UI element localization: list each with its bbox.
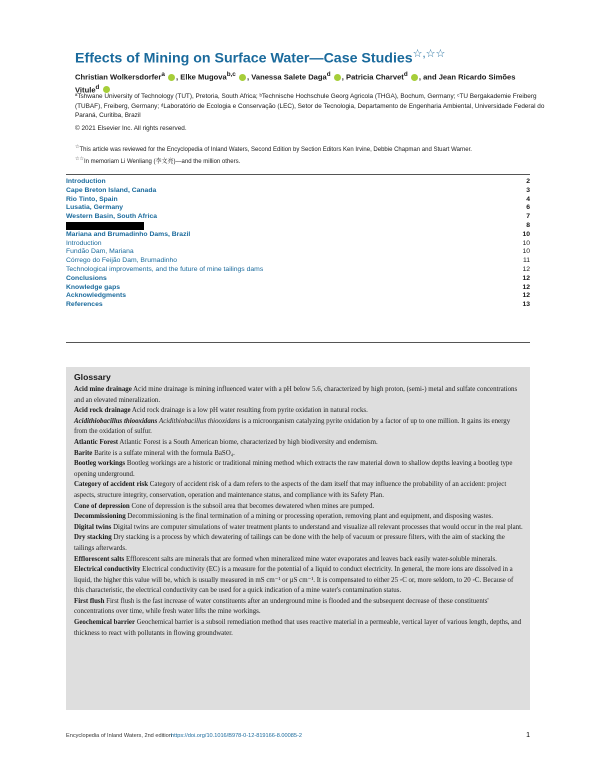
glossary-definition: Digital twins are computer simulations of water treatment plants to understand and visualize all relevant processes that would occur in the real plant. <box>113 523 523 531</box>
toc-entry-label: Technological improvements, and the future of mine tailings dams <box>66 265 264 273</box>
toc-top-rule <box>66 174 530 175</box>
toc-entry[interactable] <box>66 204 530 213</box>
note-text: In memoriam Li Wenliang (李文亮)—and the million others. <box>83 158 241 165</box>
glossary-definition: Dry stacking is a process by which dewatering of tailings can be done with the help of vacuum or pressure filters, with the aim of stacking the tailings afterwards. <box>74 534 505 552</box>
toc-entry-label: Western Basin, South Africa <box>66 213 158 221</box>
toc-entry-label: Knowledge gaps <box>66 283 121 291</box>
title-footnote-marks: ☆,☆☆ <box>412 48 446 60</box>
redaction-bar <box>66 222 144 230</box>
orcid-icon[interactable] <box>411 74 418 81</box>
glossary-definition: Barite is a sulfate mineral with the formula BaSO₄. <box>94 449 235 457</box>
glossary-term: Geochemical barrier <box>74 619 136 627</box>
note-review <box>75 143 545 155</box>
toc-entry-page: 10 <box>522 239 530 247</box>
toc-entry-label: Rio Tinto, Spain <box>66 195 118 203</box>
glossary-definition: Acid rock drainage is a low pH water resulting from pyrite oxidation in natural rocks. <box>131 407 368 415</box>
author-name: Elke Mugova <box>180 72 227 82</box>
toc-entry-label: Córrego do Feijão Dam, Brumadinho <box>66 257 178 265</box>
toc-entry[interactable] <box>66 187 530 196</box>
article-notes <box>75 143 545 166</box>
toc-entry-page: 10 <box>522 230 530 238</box>
author-name: and Jean Ricardo Simões Vitule <box>75 72 516 95</box>
toc-entry-label: Cape Breton Island, Canada <box>66 186 157 194</box>
toc-entry-page: 2 <box>526 178 530 185</box>
glossary-term: Electrical conductivity <box>74 566 141 574</box>
note-text: This article was reviewed for the Encyclopedia of Inland Waters, Second Edition by Section Editors Ken Irvine, Debbie Chapman and Stuart Warner. <box>79 147 472 153</box>
toc-entry-label: Acknowledgments <box>66 292 127 300</box>
glossary-definition: First flush is the fast increase of water constituents after an underground mine is flooded and the subsequent decrease of these constituents' concentrations over time, while fresh water lifts the mine workings. <box>74 597 489 616</box>
toc-entry-label: Mariana and Brumadinho Dams, Brazil <box>66 230 191 238</box>
footer-source: Encyclopedia of Inland Waters, 2nd edition <box>66 733 172 739</box>
glossary-definition: Electrical conductivity (EC) is a measure for the potential of a liquid to conduct electricity. In general, the more ions are dissolved in a liquid, the higher this value will be, which is usually measured in mS cm⁻¹ or µS cm⁻¹. It is compensated to either 25 ◦C or, more seldom, to 20 ◦C. Because of this characteristic, the electrical conductivity can be used for a quick indication of a mine water's contamination status. <box>74 566 514 595</box>
author-affil-mark: d <box>326 71 331 78</box>
title-text: Effects of Mining on Surface Water—Case Studies <box>75 50 413 67</box>
author-affil-mark: d <box>403 71 408 78</box>
glossary-term: Acidithiobacillus thiooxidans <box>74 417 158 425</box>
toc-bottom-rule <box>66 342 530 343</box>
glossary-term-italic: Acidithiobacillus thiooxidans <box>159 417 240 425</box>
toc-entry-label: Fundão Dam, Mariana <box>66 248 134 256</box>
glossary-term: Cone of depression <box>74 502 130 510</box>
author-name: Vanessa Salete Daga <box>251 72 327 82</box>
glossary-entry <box>74 565 524 597</box>
glossary-entry <box>74 597 524 618</box>
glossary-term: Digital twins <box>74 523 112 531</box>
toc-entry[interactable] <box>66 266 530 275</box>
toc-entry-page: 7 <box>526 213 530 221</box>
glossary-entry <box>74 406 524 417</box>
toc-entry[interactable] <box>66 257 530 266</box>
glossary-term: Decommissioning <box>74 513 126 521</box>
glossary-entry <box>74 533 524 554</box>
toc-entry-page: 12 <box>522 274 530 282</box>
glossary-entry <box>74 502 524 513</box>
toc-entry[interactable] <box>66 284 530 293</box>
glossary-term: Acid mine drainage <box>74 386 132 393</box>
glossary-entry <box>74 618 524 639</box>
glossary-term: Dry stacking <box>74 534 112 542</box>
copyright: © 2021 Elsevier Inc. All rights reserved. <box>75 125 187 132</box>
glossary-definition: is a microorganism catalyzing pyrite oxidation by a factor of up to one million. It gains its energy from the oxidation of sulfur. <box>74 417 511 436</box>
glossary-entry <box>74 512 524 523</box>
glossary-entry <box>74 555 524 566</box>
author-affil-mark: d <box>95 83 100 91</box>
toc-entry-label: Introduction <box>66 178 106 185</box>
toc-entry[interactable] <box>66 196 530 205</box>
glossary-term: Atlantic Forest <box>74 438 119 446</box>
toc-entry[interactable] <box>66 240 530 249</box>
toc-entry[interactable] <box>66 275 530 284</box>
glossary-body <box>74 385 524 639</box>
glossary-term: Category of accident risk <box>74 481 149 489</box>
glossary-definition: Efflorescent salts are minerals that are formed when mineralized mine water evaporates and leaves back easily water-soluble minerals. <box>125 555 497 563</box>
table-of-contents <box>66 178 530 310</box>
glossary-definition: Geochemical barrier is a subsoil remediation method that uses reactive material in a permeable, vertical layer of various length, depths, and thickness to react with pollutants in flowing groundwater. <box>74 619 522 637</box>
glossary-entry <box>74 417 524 438</box>
glossary-definition: Cone of depression is the subsoil area that becomes dewatered when mines are pumped. <box>131 502 375 510</box>
toc-entry-label <box>66 222 144 231</box>
toc-entry-page: 4 <box>526 195 530 203</box>
glossary-heading: Glossary <box>74 372 111 382</box>
toc-entry[interactable] <box>66 178 530 187</box>
glossary-entry <box>74 438 524 449</box>
toc-entry-label: Lusatia, Germany <box>66 204 124 212</box>
affiliations: ªTshwane University of Technology (TUT), Pretoria, South Africa; ᵇTechnische Hochschule Georg Agricola (THGA), Bochum, Germany; ᶜTU Bergakademie Freiberg (TUBAF), Freiberg, Germany; ᵈLaboratório de Ecologia e Conservação (LEC), Setor de Tecnologia, Departamento de Engenharia Ambiental, Universidade Federal do Paraná, Curitiba, Brazil <box>75 93 545 120</box>
toc-entry-label: Conclusions <box>66 274 107 282</box>
toc-entry-page: 12 <box>522 292 530 300</box>
glossary-entry <box>74 449 524 460</box>
doi-link[interactable]: https://doi.org/10.1016/B978-0-12-819166-8.00085-2 <box>171 733 302 739</box>
toc-entry[interactable] <box>66 222 530 231</box>
glossary-definition: Atlantic Forest is a South American biome, characterized by high biodiversity and endemism. <box>119 438 378 446</box>
glossary-definition: Category of accident risk of a dam refers to the aspects of the dam itself that may influence the probability of an accident: project aspects, structure integrity, conservation, operation and maintenance status, and compliance with its Safety Plan. <box>74 481 507 499</box>
glossary-definition: Bootleg workings are a historic or traditional mining method which extracts the raw material down to shallow depths leaving a bootleg type opening underground. <box>74 460 513 478</box>
glossary-term: Barite <box>74 449 93 457</box>
author-name: Christian Wolkersdorfer <box>75 72 162 82</box>
note-mark: ☆ <box>75 144 80 150</box>
toc-entry-page: 12 <box>522 265 530 273</box>
toc-entry-page: 13 <box>522 301 530 309</box>
glossary-entry <box>74 480 524 501</box>
author-affil-mark: b,c <box>226 71 236 78</box>
toc-entry[interactable] <box>66 231 530 240</box>
glossary-term: Efflorescent salts <box>74 555 125 563</box>
note-mark: ☆☆ <box>75 155 84 162</box>
toc-entry-page: 10 <box>522 248 530 256</box>
toc-entry[interactable] <box>66 292 530 301</box>
article-title <box>75 47 445 67</box>
toc-entry-page: 6 <box>526 204 530 212</box>
page-footer <box>66 733 530 739</box>
note-memoriam <box>75 155 545 167</box>
orcid-icon[interactable] <box>168 74 175 81</box>
author-name: Patricia Charvet <box>346 72 404 82</box>
toc-entry-page: 3 <box>526 186 530 194</box>
glossary-box <box>66 367 530 710</box>
toc-entry[interactable] <box>66 213 530 222</box>
orcid-icon[interactable] <box>239 74 246 81</box>
glossary-entry <box>74 523 524 534</box>
toc-entry[interactable] <box>66 248 530 257</box>
toc-entry[interactable] <box>66 301 530 310</box>
page-number: 1 <box>526 732 530 739</box>
author-affil-mark: a <box>161 71 165 78</box>
author-list: Christian Wolkersdorfer$^a$ , Elke Mugova$^{b,c}$ , Vanessa Salete Daga$^d$ , Patricia Charvet$^d$ , and Jean Ricardo Simões Vitule$^d$ <box>75 71 516 95</box>
toc-entry-label: Introduction <box>66 239 102 247</box>
glossary-definition: Acid mine drainage is mining influenced water with a pH below 5.6, characterized by high proton, (semi-) metal and sulfate concentrations and an elevated mineralization. <box>74 386 518 404</box>
glossary-entry <box>74 385 524 406</box>
glossary-term: First flush <box>74 597 105 605</box>
toc-entry-label: References <box>66 301 103 309</box>
glossary-definition: Decommissioning is the final termination of a mining or processing operation, removing plant and equipment, and disposing wastes. <box>127 513 493 521</box>
toc-entry-page: 12 <box>522 283 530 291</box>
glossary-term: Bootleg workings <box>74 460 126 468</box>
glossary-term: Acid rock drainage <box>74 407 131 415</box>
toc-entry-page: 8 <box>526 221 530 229</box>
toc-entry-page: 11 <box>522 257 530 265</box>
orcid-icon[interactable] <box>334 74 341 81</box>
glossary-entry <box>74 459 524 480</box>
